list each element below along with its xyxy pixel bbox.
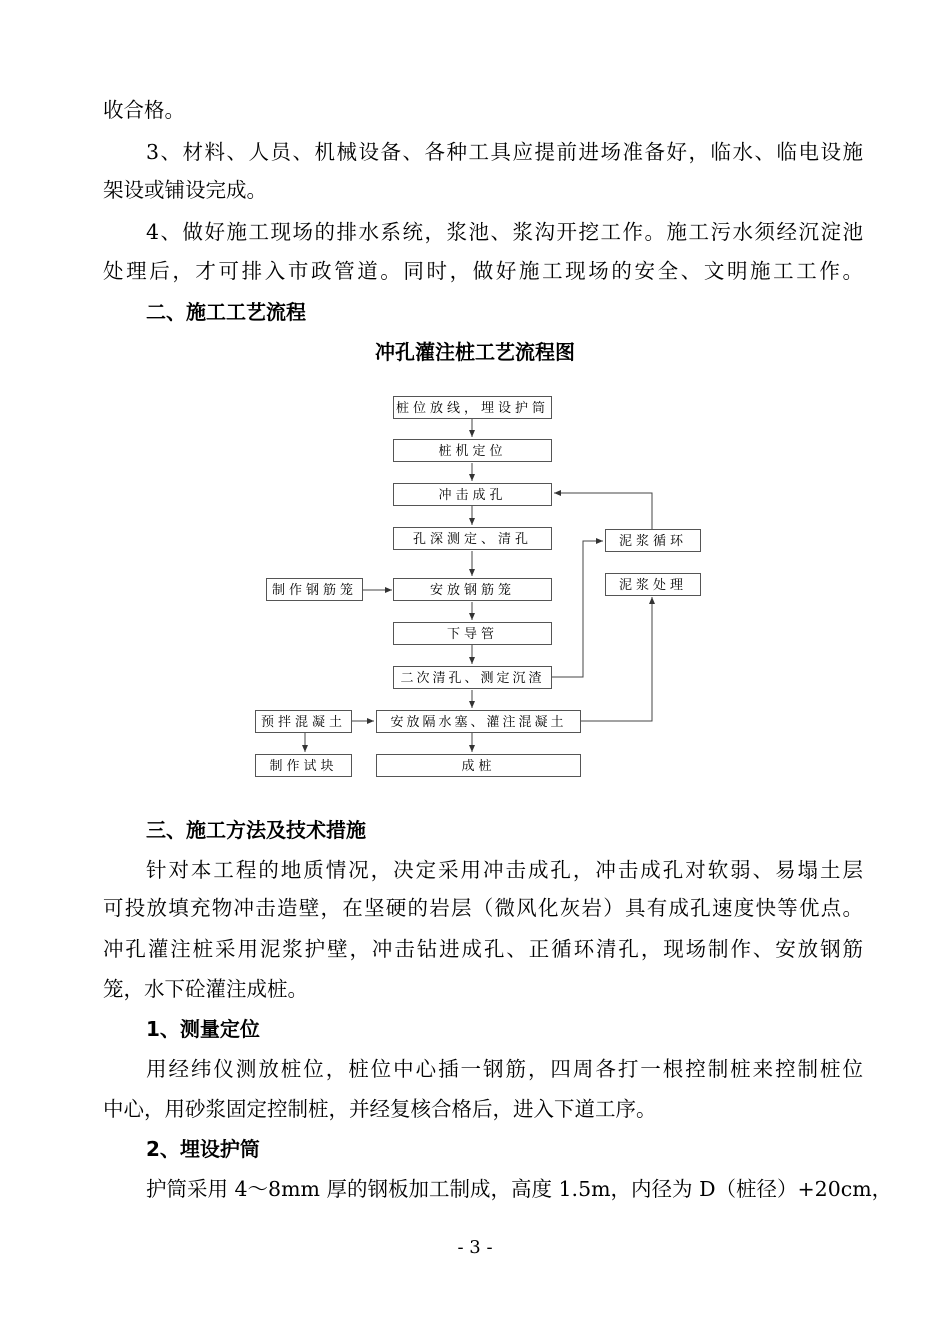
flowchart-title: 冲孔灌注桩工艺流程图 (375, 340, 575, 364)
paragraph-line: 用经纬仪测放桩位，桩位中心插一钢筋，四周各打一根控制桩来控制桩位 (146, 1057, 863, 1081)
paragraph-line: 处理后，才可排入市政管道。同时，做好施工现场的安全、文明施工工作。 (103, 259, 863, 283)
paragraph-line: 可投放填充物冲击造壁，在坚硬的岩层（微风化灰岩）具有成孔速度快等优点。 (103, 896, 863, 920)
page-number: - 3 - (457, 1237, 493, 1258)
flow-step-box: 桩机定位 (393, 439, 552, 462)
flow-step-box: 下导管 (393, 622, 552, 645)
flow-side-box: 预拌混凝土 (255, 710, 352, 733)
paragraph-line: 中心，用砂浆固定控制桩，并经复核合格后，进入下道工序。 (103, 1097, 657, 1121)
flow-step-box: 成桩 (376, 754, 581, 777)
paragraph-line: 3、材料、人员、机械设备、各种工具应提前进场准备好，临水、临电设施 (146, 140, 863, 164)
flow-arrow (554, 493, 652, 529)
flow-step-box: 二次清孔、测定沉渣 (393, 666, 552, 689)
flow-step-box: 孔深测定、清孔 (393, 527, 552, 550)
flow-side-box: 制作钢筋笼 (266, 578, 363, 601)
section-heading: 三、施工方法及技术措施 (146, 818, 366, 842)
section-heading: 二、施工工艺流程 (146, 300, 306, 324)
paragraph-line: 收合格。 (103, 98, 185, 122)
paragraph-line: 护筒采用 4～8mm 厚的钢板加工制成，高度 1.5m，内径为 D（桩径）+20cm， (146, 1177, 893, 1201)
flow-side-box: 泥浆循环 (605, 529, 701, 552)
flow-step-box: 桩位放线，埋设护筒 (393, 396, 552, 419)
paragraph-line: 架设或铺设完成。 (103, 178, 267, 202)
flow-arrow (552, 541, 603, 677)
paragraph-line: 笼，水下砼灌注成桩。 (103, 977, 308, 1001)
flow-step-box: 安放隔水塞、灌注混凝土 (376, 710, 581, 733)
paragraph-line: 针对本工程的地质情况，决定采用冲击成孔，冲击成孔对软弱、易塌土层 (146, 858, 863, 882)
paragraph-line: 冲孔灌注桩采用泥浆护壁，冲击钻进成孔、正循环清孔，现场制作、安放钢筋 (103, 937, 863, 961)
flow-step-box: 冲击成孔 (393, 483, 552, 506)
paragraph-line: 4、做好施工现场的排水系统，浆池、浆沟开挖工作。施工污水须经沉淀池 (146, 220, 863, 244)
flow-side-box: 制作试块 (255, 754, 352, 777)
subsection-heading: 2、埋设护筒 (146, 1137, 260, 1161)
flow-side-box: 泥浆处理 (605, 573, 701, 596)
subsection-heading: 1、测量定位 (146, 1017, 260, 1041)
flow-step-box: 安放钢筋笼 (393, 578, 552, 601)
flow-arrow (581, 597, 652, 721)
